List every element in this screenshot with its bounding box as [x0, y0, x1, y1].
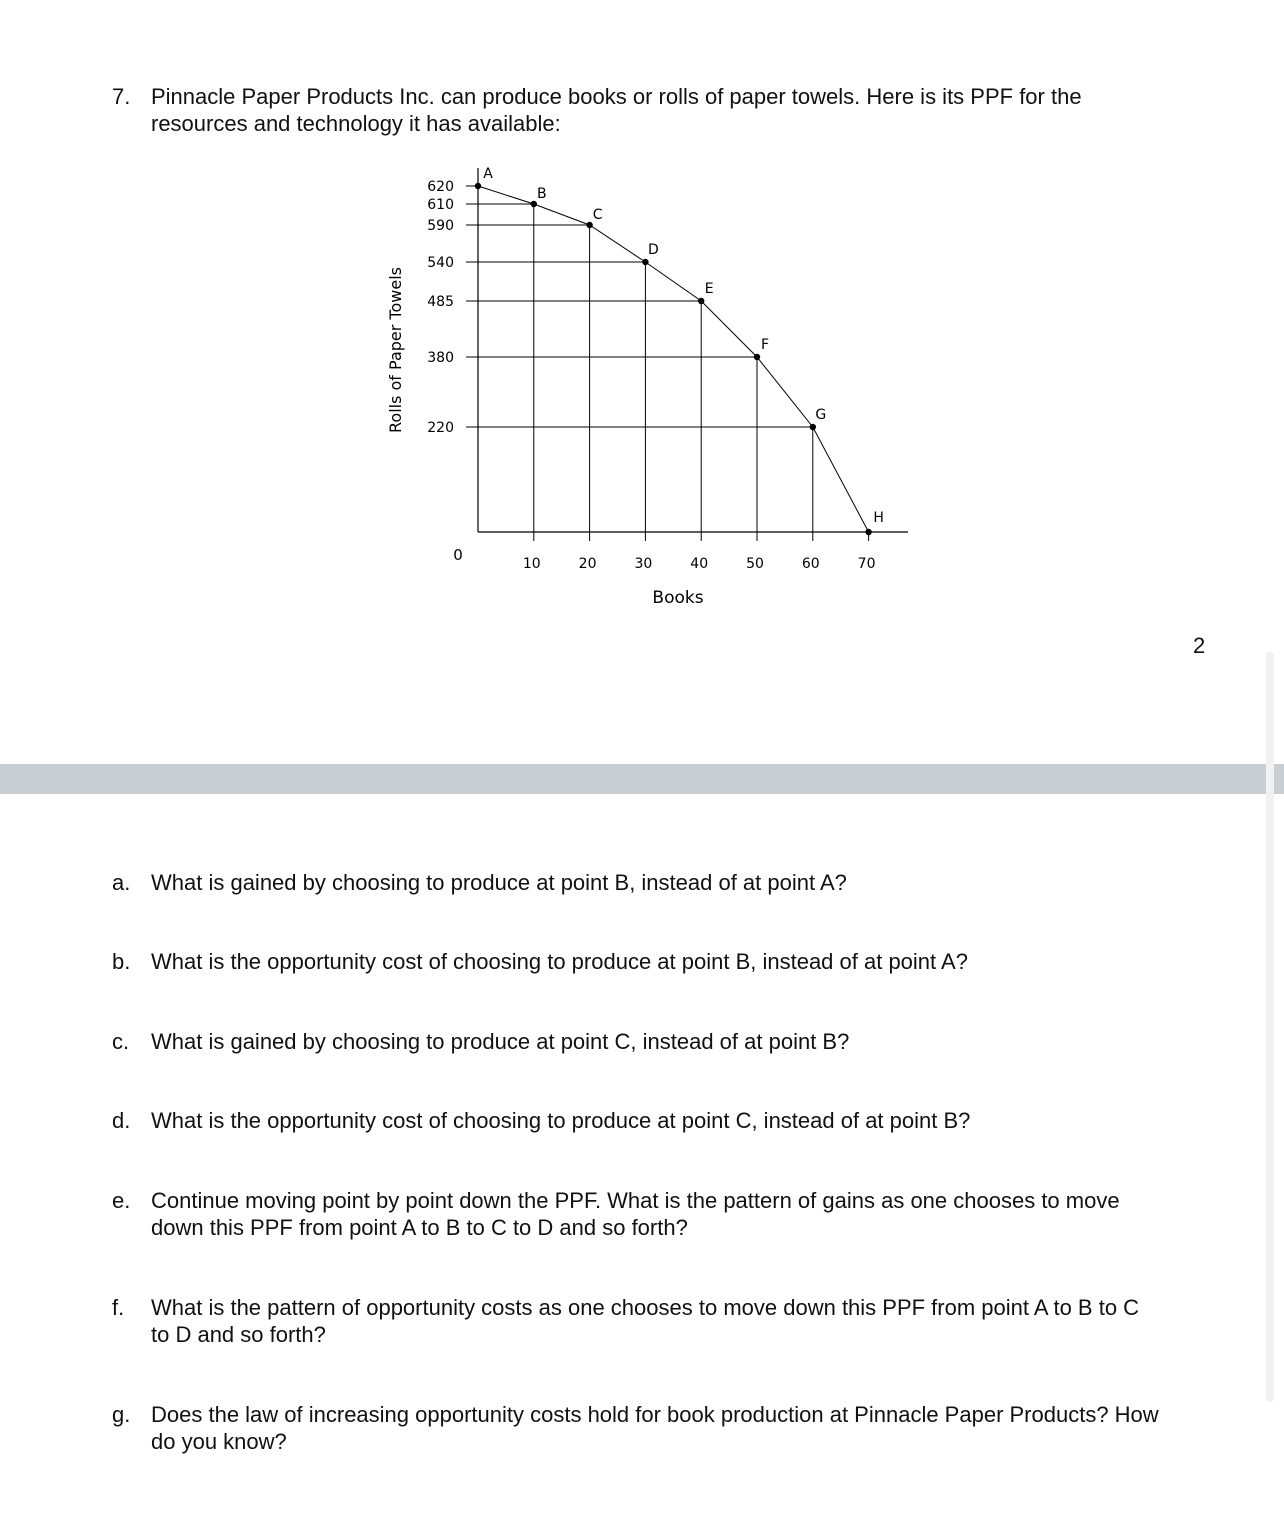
x-tick-label-50: 50 — [746, 556, 764, 572]
point-H — [865, 529, 871, 535]
x-tick-label-60: 60 — [801, 556, 820, 572]
x-axis-label: Books — [652, 588, 704, 608]
sub-question-letter: f. — [112, 1295, 125, 1320]
point-F — [754, 354, 760, 360]
y-tick-label-610: 610 — [427, 197, 454, 213]
point-A — [475, 183, 481, 189]
y-tick-label-485: 485 — [427, 294, 454, 310]
ppf-chart — [370, 160, 930, 620]
point-label-D: D — [648, 242, 659, 258]
y-tick-label-380: 380 — [427, 350, 454, 366]
sub-question-text: What is the opportunity cost of choosing to produce at point C, instead of at point B? — [151, 1108, 971, 1133]
sub-question-letter: e. — [112, 1188, 131, 1213]
sub-question-text: What is the opportunity cost of choosing to produce at point B, instead of at point A? — [151, 949, 968, 974]
sub-question-e — [112, 1187, 1232, 1241]
point-label-F: F — [760, 337, 770, 353]
y-tick-label-590: 590 — [427, 218, 454, 234]
x-tick-label-70: 70 — [857, 556, 876, 572]
page-separator — [0, 764, 1284, 794]
question-number: 7. — [112, 84, 131, 109]
drop-lines — [466, 186, 869, 541]
sub-question-letter: g. — [112, 1402, 131, 1427]
point-label-E: E — [704, 281, 714, 297]
sub-question-g — [112, 1401, 1242, 1455]
point-E — [698, 298, 704, 304]
point-label-H: H — [873, 510, 884, 526]
curve-points — [475, 166, 884, 535]
y-ticks — [427, 179, 454, 436]
sub-question-c — [112, 1028, 1232, 1055]
sub-question-text: What is gained by choosing to produce at point C, instead of at point B? — [151, 1029, 850, 1054]
x-ticks — [523, 556, 876, 572]
x-tick-label-20: 20 — [578, 556, 597, 572]
ppf-curve — [478, 186, 869, 532]
sub-question-text: What is gained by choosing to produce at point B, instead of at point A? — [151, 870, 847, 895]
question-text: Pinnacle Paper Products Inc. can produce books or rolls of paper towels. Here is its PPF for the resources and technology it has available: — [151, 84, 1082, 136]
question-7 — [112, 83, 1232, 139]
sub-question-a — [112, 869, 1232, 896]
origin-label: 0 — [453, 546, 463, 564]
sub-question-letter: c. — [112, 1029, 130, 1054]
x-tick-label-10: 10 — [522, 556, 541, 572]
x-tick-label-30: 30 — [634, 556, 653, 572]
sub-question-letter: a. — [112, 870, 131, 895]
sub-question-b — [112, 948, 1232, 975]
point-D — [642, 259, 648, 265]
sub-question-text: Does the law of increasing opportunity costs hold for book production at Pinnacle Paper Products? How do you know? — [151, 1402, 1159, 1454]
point-label-C: C — [592, 207, 603, 223]
point-label-G: G — [815, 407, 827, 423]
scrollbar[interactable] — [1266, 652, 1274, 1402]
x-tick-label-40: 40 — [690, 556, 709, 572]
point-label-A: A — [483, 166, 493, 182]
y-tick-label-220: 220 — [427, 420, 454, 436]
sub-question-letter: b. — [112, 949, 131, 974]
point-G — [810, 424, 816, 430]
sub-question-text: What is the pattern of opportunity costs as one chooses to move down this PPF from point A to B to C to D and so forth? — [151, 1295, 1140, 1347]
y-tick-label-620: 620 — [427, 179, 454, 195]
sub-question-letter: d. — [112, 1108, 131, 1133]
y-tick-label-540: 540 — [427, 255, 454, 271]
sub-question-text: Continue moving point by point down the PPF. What is the pattern of gains as one chooses to move down this PPF from point A to B to C to D and so forth? — [151, 1188, 1120, 1240]
point-label-B: B — [536, 186, 547, 202]
y-axis-label: Rolls of Paper Towels — [386, 267, 405, 433]
sub-question-d — [112, 1107, 1232, 1134]
sub-question-f — [112, 1294, 1232, 1348]
page-number: 2 — [1193, 633, 1206, 658]
